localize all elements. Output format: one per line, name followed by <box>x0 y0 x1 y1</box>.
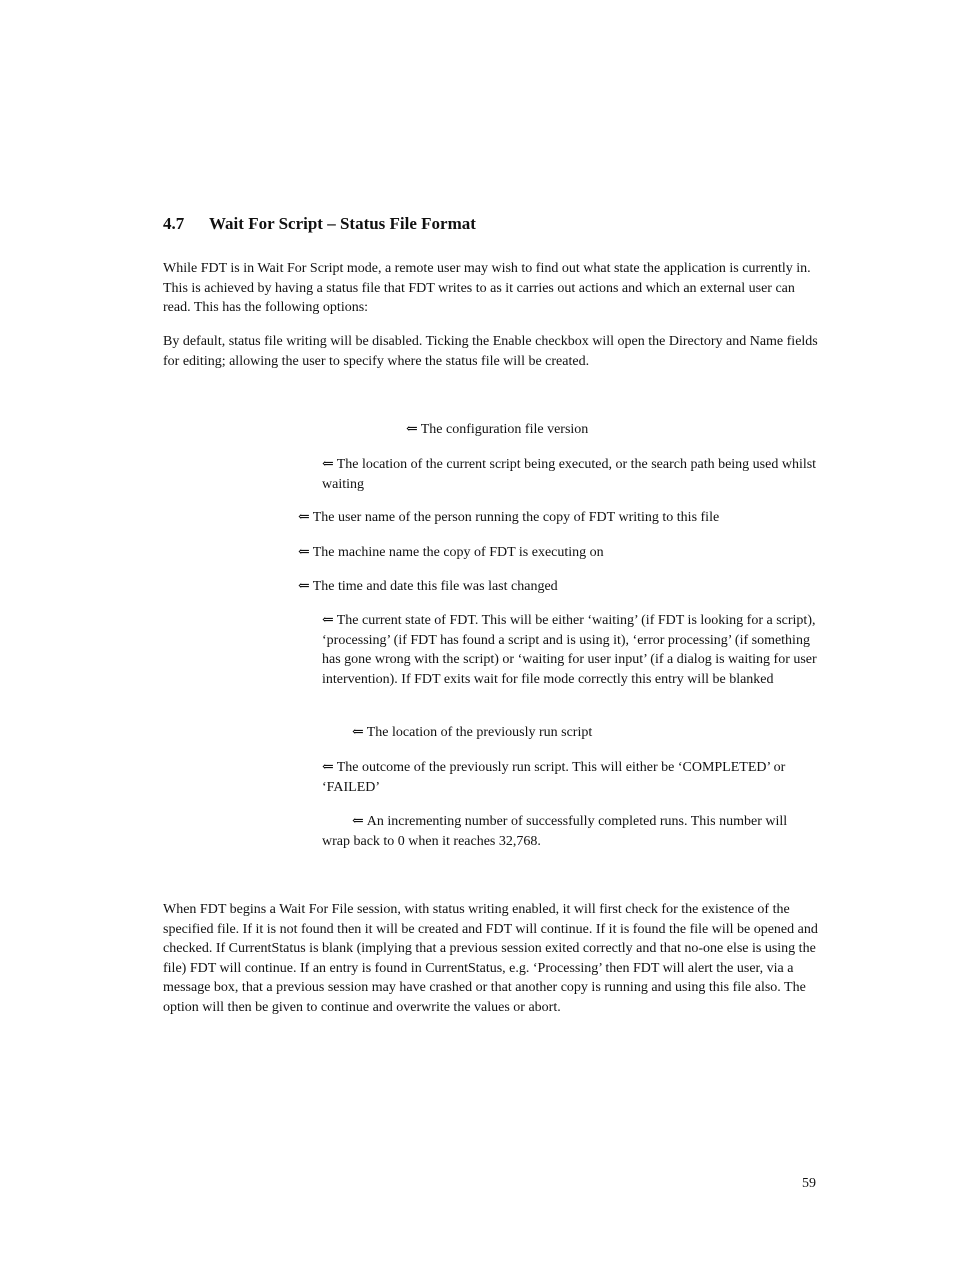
left-arrow-icon: ⇐ <box>322 613 334 628</box>
desc-last-changed: ⇐ The time and date this file was last changed <box>298 579 558 594</box>
left-arrow-icon: ⇐ <box>352 814 364 829</box>
left-arrow-icon: ⇐ <box>322 760 334 775</box>
page-number: 59 <box>802 1176 816 1191</box>
left-arrow-icon: ⇐ <box>406 422 418 437</box>
desc-machine-name: ⇐ The machine name the copy of FDT is executing on <box>298 545 604 560</box>
intro-paragraph-1: While FDT is in Wait For Script mode, a remote user may wish to find out what state the application is currently in. This is achieved by having a status file that FDT writes to as it carries out actions and which an external user can read. This has the following options: <box>163 261 811 316</box>
closing-paragraph: When FDT begins a Wait For File session, with status writing enabled, it will first check for the existence of the specified file. If it is not found then it will be created and FDT will continue. If it is found the file will be opened and checked. If CurrentStatus is blank (implying that a previous session exited correctly and that no-one else is using the file) FDT will continue. If an entry is found in CurrentStatus, e.g. ‘Processing’ then FDT will alert the user, via a message box, that a previous session may have crashed or that another copy is running and using this file also. The option will then be given to continue and overwrite the values or abort. <box>163 902 818 1015</box>
left-arrow-icon: ⇐ <box>298 545 310 560</box>
section-number: 4.7 <box>163 214 185 233</box>
left-arrow-icon: ⇐ <box>352 725 364 740</box>
desc-user-name: ⇐ The user name of the person running the copy of FDT writing to this file <box>298 510 720 525</box>
left-arrow-icon: ⇐ <box>322 457 334 472</box>
section-title: Wait For Script – Status File Format <box>209 214 476 233</box>
left-arrow-icon: ⇐ <box>298 579 310 594</box>
desc-previous-script: ⇐ The location of the previously run script <box>352 725 593 740</box>
section-heading <box>163 213 476 235</box>
desc-current-script: ⇐ The location of the current script being executed, or the search path being used whilst waiting <box>322 457 817 492</box>
desc-config-version: ⇐ The configuration file version <box>406 422 589 437</box>
intro-paragraph-2: By default, status file writing will be disabled. Ticking the Enable checkbox will open the Directory and Name fields for editing; allowing the user to specify where the status file will be created. <box>163 334 818 369</box>
desc-current-status: ⇐ The current state of FDT. This will be either ‘waiting’ (if FDT is looking for a script), ‘processing’ (if FDT has found a script and is using it), ‘error processing’ (if something has gone wrong with the script) or ‘waiting for user input’ (if a dialog is waiting for user intervention). If FDT exits wait for file mode correctly this entry will be blanked <box>322 613 817 687</box>
left-arrow-icon: ⇐ <box>298 510 310 525</box>
desc-completed-runs: ⇐ An incrementing number of successfully completed runs. This number will wrap back to 0 when it reaches 32,768. <box>322 814 788 849</box>
desc-previous-outcome: ⇐ The outcome of the previously run script. This will either be ‘COMPLETED’ or ‘FAILED’ <box>322 760 786 795</box>
